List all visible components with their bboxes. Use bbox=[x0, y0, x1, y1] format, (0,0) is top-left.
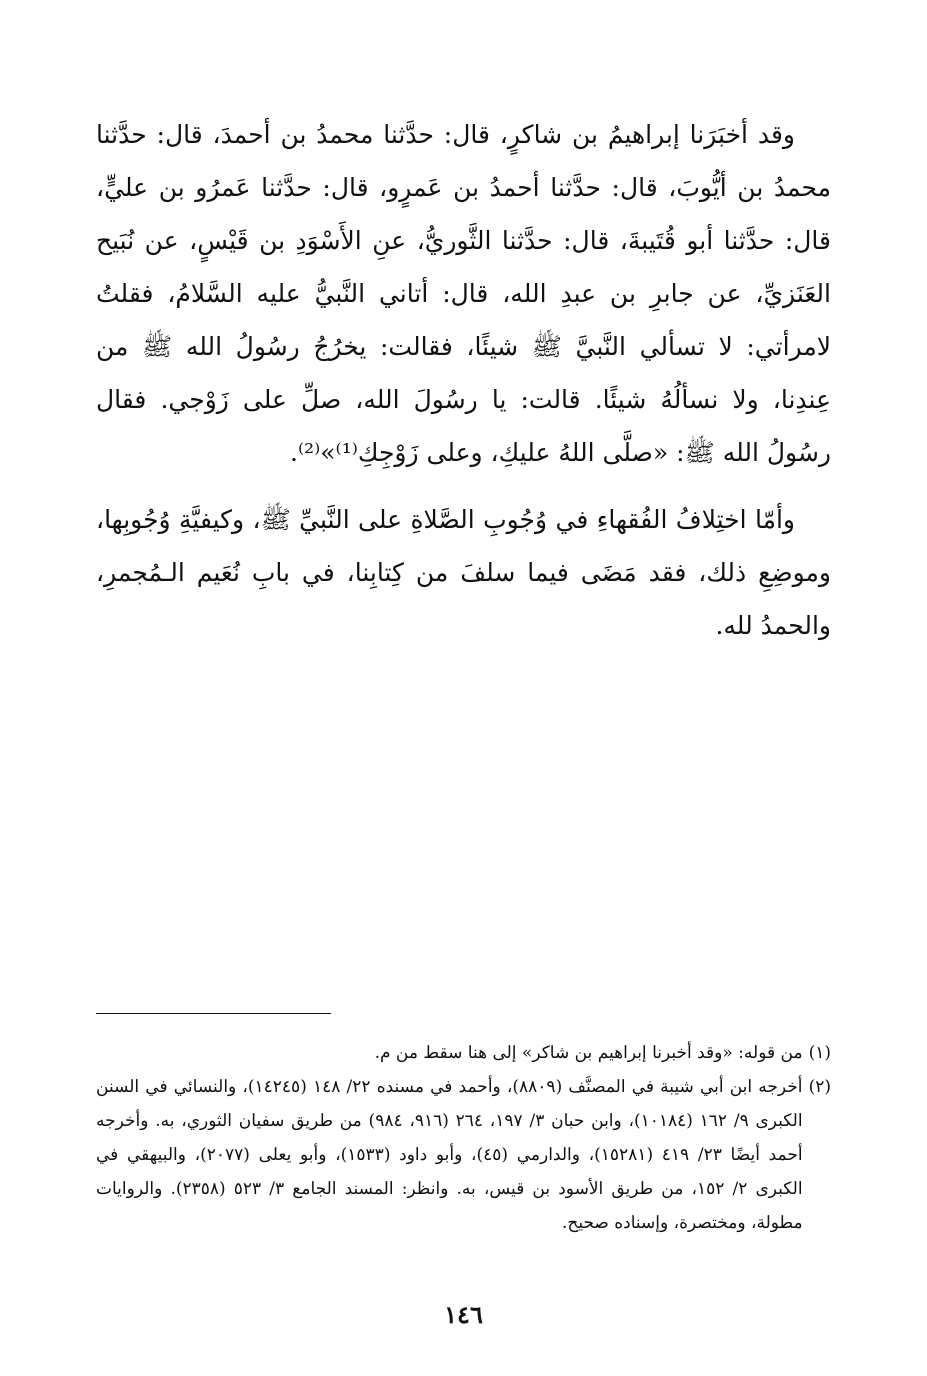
footnote-number: (١) bbox=[808, 1043, 831, 1063]
footnote-2 bbox=[96, 1070, 831, 1240]
footnote-divider bbox=[96, 1013, 331, 1014]
paragraph-fiqh-note: وأمّا اختِلافُ الفُقهاءِ في وُجُوبِ الصَّلاةِ على النَّبيِّ ﷺ، وكيفيَّةِ وُجُوبِها، وموضِعِ ذلك، فقد مَضَى فيما سلفَ من كِتابِنا، في بابِ نُعَيم الـمُجمرِ، والحمدُ لله. bbox=[96, 505, 831, 640]
paragraph-hadith: وقد أخبَرَنا إبراهيمُ بن شاكرٍ، قال: حدَّثنا محمدُ بن أحمدَ، قال: حدَّثنا محمدُ بن أيُّوبَ، قال: حدَّثنا أحمدُ بن عَمرٍو، قال: حدَّثنا عَمرُو بن عليٍّ، قال: حدَّثنا أبو قُتَيبةَ، قال: حدَّثنا الثَّوريُّ، عنِ الأَسْوَدِ بن قَيْسٍ، عن نُبَيح العَنَزيِّ، عن جابرِ بن عبدِ الله، قال: أتاني النَّبيُّ عليه السَّلامُ، فقلتُ لامرأتي: لا تسألي النَّبيَّ ﷺ شيئًا، فقالت: يخرُجُ رسُولُ الله ﷺ من عِندِنا، ولا نسألُهُ شيئًا. قالت: يا رسُولَ الله، صلِّ على زَوْجي. فقال رسُولُ الله ﷺ: «صلَّى اللهُ عليكِ، وعلى زَوْجِكِ⁽¹⁾»⁽²⁾. bbox=[96, 120, 831, 467]
footnote-1 bbox=[96, 1036, 831, 1070]
document-page bbox=[96, 108, 831, 1376]
footnotes bbox=[96, 1036, 831, 1240]
main-text bbox=[96, 108, 831, 652]
footnote-number: (٢) bbox=[808, 1077, 831, 1097]
footnote-text: من قوله: «وقد أخبرنا إبراهيم بن شاكر» إلى هنا سقط من م. bbox=[374, 1043, 803, 1063]
page-number: ١٤٦ bbox=[444, 1300, 483, 1329]
footnote-text: أخرجه ابن أبي شيبة في المصنَّف (٨٨٠٩)، وأحمد في مسنده ٢٢/ ١٤٨ (١٤٢٤٥)، والنسائي في السنن الكبرى ٩/ ١٦٢ (١٠١٨٤)، وابن حبان ٣/ ١٩٧، ٢٦٤ (٩١٦، ٩٨٤) من طريق سفيان الثوري، به. وأخرجه أحمد أيضًا ٢٣/ ٤١٩ (١٥٢٨١)، والدارمي (٤٥)، وأبو داود (١٥٣٣)، وأبو يعلى (٢٠٧٧)، والبيهقي في الكبرى ٢/ ١٥٢، من طريق الأسود بن قيس، به. وانظر: المسند الجامع ٣/ ٥٢٣ (٢٣٥٨). والروايات مطولة، ومختصرة، وإسناده صحيح. bbox=[96, 1077, 803, 1233]
